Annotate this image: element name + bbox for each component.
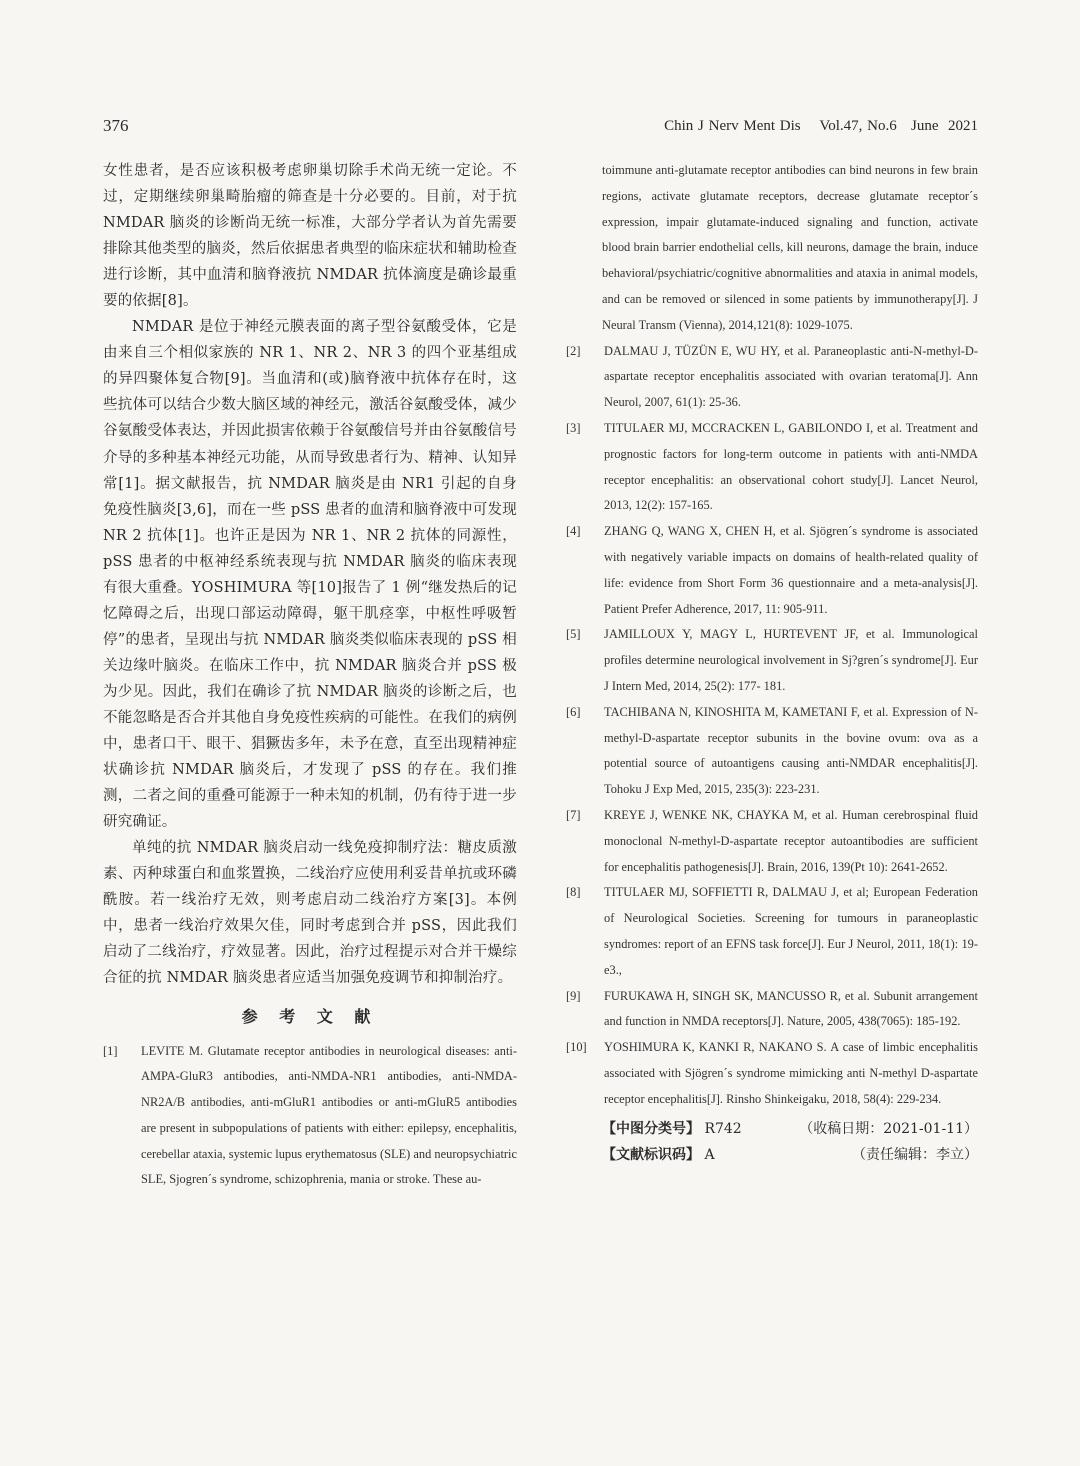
body-paragraph-1: 女性患者，是否应该积极考虑卵巢切除手术尚无统一定论。不过，定期继续卵巢畸胎瘤的筛查是十分必要的。目前，对于抗 NMDAR 脑炎的诊断尚无统一标准，大部分学者认为首先需要排除其他类型的脑炎，然后依据患者典型的临床症状和辅助检查进行诊断，其中血清和脑脊液抗 NMDAR 抗体滴度是确诊最重要的依据[8]。 <box>103 163 517 310</box>
reference-item <box>566 622 978 699</box>
classification-label: 【中图分类号】 <box>602 1121 700 1138</box>
document-code-label: 【文献标识码】 <box>602 1147 700 1164</box>
reference-item <box>566 803 978 880</box>
reference-text: YOSHIMURA K, KANKI R, NAKANO S. A case of limbic encephalitis associated with Sjögren´s syndrome mimicking anti N-methyl D-aspartate receptor encephalitis[J]. Rinsho Shinkeigaku, 2018, 58(4): 229-234. <box>604 1040 978 1106</box>
reference-number: [10] <box>566 1040 587 1055</box>
reference-continuation: toimmune anti-glutamate receptor antibodies can bind neurons in few brain regions, activate glutamate receptors, decrease glutamate receptor´s expression, impair glutamate-induced signaling and function, activate blood brain barrier endothelial cells, kill neurons, damage the brain, induce behavioral/psychiatric/cognitive abnormalities and ataxia in animal models, and can be removed or silenced in some patients by immunotherapy[J]. J Neural Transm (Vienna), 2014,121(8): 1029-1075. <box>602 163 978 332</box>
reference-number: [7] <box>566 807 581 822</box>
body-paragraph-2: NMDAR 是位于神经元膜表面的离子型谷氨酸受体，它是由来自三个相似家族的 NR 1、NR 2、NR 3 的四个亚基组成的异四聚体复合物[9]。当血清和(或)脑脊液中抗体存在时，这些抗体可以结合少数大脑区域的神经元，激活谷氨酸受体，减少谷氨酸受体表达，并因此损害依赖于谷氨酸信号并由谷氨酸信号介导的多种基本神经元功能，从而导致患者行为、精神、认知异常[1]。据文献报告，抗 NMDAR 脑炎是由 NR1 引起的自身免疫性脑炎[3,6]，而在一些 pSS 患者的血清和脑脊液中可发现 NR 2 抗体[1]。也许正是因为 NR 1、NR 2 抗体的同源性，pSS 患者的中枢神经系统表现与抗 NMDAR 脑炎的临床表现有很大重叠。YOSHIMURA 等[10]报告了 1 例“继发热后的记忆障碍之后，出现口部运动障碍，躯干肌痉挛，中枢性呼吸暂停”的患者，呈现出与抗 NMDAR 脑炎类似临床表现的 pSS 相关边缘叶脑炎。在临床工作中，抗 NMDAR 脑炎合并 pSS 极为少见。因此，我们在确诊了抗 NMDAR 脑炎的诊断之后，也不能忽略是否合并其他自身免疫性疾病的可能性。在我们的病例中，患者口干、眼干、猖獗齿多年，未予在意，直至出现精神症状确诊抗 NMDAR 脑炎后，才发现了 pSS 的存在。我们推测，二者之间的重叠可能源于一种未知的机制，仍有待于进一步研究确证。 <box>103 319 517 831</box>
document-code-value: A <box>704 1147 715 1164</box>
reference-item <box>566 700 978 803</box>
reference-item <box>566 339 978 416</box>
reference-number: [2] <box>566 343 581 358</box>
reference-item <box>566 984 978 1036</box>
reference-number: [8] <box>566 885 581 900</box>
left-column <box>103 158 517 1193</box>
received-date: （收稿日期：2021-01-11） <box>799 1121 978 1138</box>
classification-number <box>602 1116 742 1142</box>
reference-number: [1] <box>103 1043 118 1058</box>
reference-text: ZHANG Q, WANG X, CHEN H, et al. Sjögren´s syndrome is associated with negatively variable impacts on domains of health-related quality of life: evidence from Short Form 36 questionnaire and a meta-analysis[J]. Patient Prefer Adherence, 2017, 11: 905-911. <box>604 524 978 616</box>
references-heading: 参 考 文 献 <box>241 1006 379 1026</box>
classification-line <box>602 1116 978 1142</box>
reference-text: TITULAER MJ, SOFFIETTI R, DALMAU J, et al; European Federation of Neurological Societies. Screening for tumours in paraneoplastic syndromes: report of an EFNS task force[J]. Eur J Neurol, 2011, 18(1): 19-e3., <box>604 885 978 977</box>
reference-item <box>566 519 978 622</box>
reference-number: [4] <box>566 524 581 539</box>
classification-value: R742 <box>704 1121 742 1138</box>
reference-item <box>566 880 978 983</box>
right-column <box>566 158 978 1168</box>
reference-item <box>566 1035 978 1112</box>
reference-text: LEVITE M. Glutamate receptor antibodies in neurological diseases: anti-AMPA-GluR3 antibodies, anti-NMDA-NR1 antibodies, anti-NMDA-NR2A/B antibodies, anti-mGluR1 antibodies or anti-mGluR5 antibodies are present in subpopulations of patients with either: epilepsy, encephalitis, cerebellar ataxia, systemic lupus erythematosus (SLE) and neuropsychiatric SLE, Sjogren´s syndrome, schizophrenia, mania or stroke. These au- <box>141 1043 517 1187</box>
reference-number: [6] <box>566 704 581 719</box>
running-head: Chin J Nerv Ment Dis Vol.47, No.6 June 2021 <box>664 118 978 134</box>
reference-item <box>103 1039 517 1194</box>
page-number: 376 <box>103 116 129 135</box>
reference-text: KREYE J, WENKE NK, CHAYKA M, et al. Human cerebrospinal fluid monoclonal N-methyl-D-aspartate receptor autoantibodies are sufficient for encephalitis pathogenesis[J]. Brain, 2016, 139(Pt 10): 2641-2652. <box>604 807 978 874</box>
document-code <box>602 1142 715 1168</box>
body-paragraph-3: 单纯的抗 NMDAR 脑炎启动一线免疫抑制疗法：糖皮质激素、丙种球蛋白和血浆置换，二线治疗应使用利妥昔单抗或环磷酰胺。若一线治疗无效，则考虑启动二线治疗方案[3]。本例中，患者一线治疗效果欠佳，同时考虑到合并 pSS，因此我们启动了二线治疗，疗效显著。因此，治疗过程提示对合并干燥综合征的抗 NMDAR 脑炎患者应适当加强免疫调节和抑制治疗。 <box>103 840 517 987</box>
reference-number: [9] <box>566 988 581 1003</box>
reference-number: [3] <box>566 420 581 435</box>
responsible-editor: （责任编辑：李立） <box>852 1147 978 1164</box>
reference-text: TACHIBANA N, KINOSHITA M, KAMETANI F, et al. Expression of N-methyl-D-aspartate receptor subunits in the bovine ovum: ova as a potential source of autoantigens causing anti-NMDAR encephalitis[J]. Tohoku J Exp Med, 2015, 235(3): 223-231. <box>604 704 978 797</box>
reference-text: DALMAU J, TÜZÜN E, WU HY, et al. Paraneoplastic anti-N-methyl-D-aspartate receptor encephalitis associated with ovarian teratoma[J]. Ann Neurol, 2007, 61(1): 25-36. <box>604 343 978 410</box>
reference-text: FURUKAWA H, SINGH SK, MANCUSSO R, et al. Subunit arrangement and function in NMDA receptors[J]. Nature, 2005, 438(7065): 185-192. <box>604 988 978 1029</box>
reference-text: TITULAER MJ, MCCRACKEN L, GABILONDO I, et al. Treatment and prognostic factors for long-term outcome in patients with anti-NMDA receptor encephalitis: an observational cohort study[J]. Lancet Neurol, 2013, 12(2): 157-165. <box>604 420 978 513</box>
reference-text: JAMILLOUX Y, MAGY L, HURTEVENT JF, et al. Immunological profiles determine neurological involvement in Sj?gren´s syndrome[J]. Eur J Intern Med, 2014, 25(2): 177- 181. <box>604 627 978 693</box>
reference-number: [5] <box>566 627 581 642</box>
document-code-line <box>602 1142 978 1168</box>
reference-item <box>566 416 978 519</box>
